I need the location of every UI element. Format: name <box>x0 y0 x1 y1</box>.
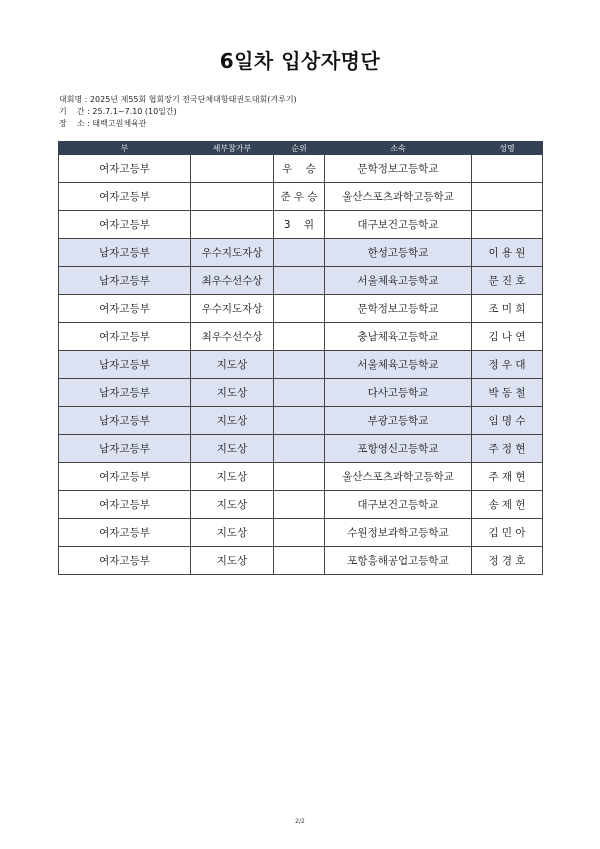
cell-category: 지도상 <box>191 491 274 519</box>
cell-division: 여자고등부 <box>59 183 191 211</box>
cell-school: 수원정보과학고등학교 <box>325 519 472 547</box>
table-row <box>59 155 543 183</box>
table-row <box>59 295 543 323</box>
cell-category <box>191 155 274 183</box>
event-period: 25.7.1~7.10 (10일간) <box>92 107 177 116</box>
cell-category: 최우수선수상 <box>191 323 274 351</box>
cell-name: 송 제 헌 <box>472 491 543 519</box>
cell-division: 남자고등부 <box>59 379 191 407</box>
cell-category: 우수지도자상 <box>191 239 274 267</box>
table-row <box>59 323 543 351</box>
table-header-row <box>59 142 543 155</box>
cell-category: 지도상 <box>191 463 274 491</box>
table-row <box>59 547 543 575</box>
cell-division: 여자고등부 <box>59 211 191 239</box>
cell-rank <box>274 379 325 407</box>
cell-division: 여자고등부 <box>59 547 191 575</box>
cell-school: 서울체육고등학교 <box>325 351 472 379</box>
header-school: 소속 <box>325 142 472 155</box>
cell-category: 지도상 <box>191 435 274 463</box>
cell-school: 대구보건고등학교 <box>325 491 472 519</box>
event-name-label: 대회명 : <box>59 95 90 104</box>
cell-division: 여자고등부 <box>59 519 191 547</box>
cell-division: 여자고등부 <box>59 155 191 183</box>
cell-category: 우수지도자상 <box>191 295 274 323</box>
table-row <box>59 211 543 239</box>
event-name: 2025년 제55회 협회장기 전국단체대항태권도대회(겨루기) <box>89 95 297 104</box>
cell-school: 충남체육고등학교 <box>325 323 472 351</box>
cell-name <box>472 155 543 183</box>
cell-name: 김 나 연 <box>472 323 543 351</box>
cell-category: 지도상 <box>191 519 274 547</box>
event-venue: 태백고원체육관 <box>92 119 147 128</box>
results-body <box>59 155 543 575</box>
cell-school: 문학정보고등학교 <box>325 295 472 323</box>
cell-division: 남자고등부 <box>59 267 191 295</box>
cell-rank <box>274 239 325 267</box>
cell-division: 남자고등부 <box>59 351 191 379</box>
table-row <box>59 491 543 519</box>
cell-category: 지도상 <box>191 379 274 407</box>
cell-school: 포항흥해공업고등학교 <box>325 547 472 575</box>
cell-division: 여자고등부 <box>59 491 191 519</box>
cell-rank <box>274 435 325 463</box>
event-name-row <box>59 94 297 106</box>
cell-division: 남자고등부 <box>59 239 191 267</box>
table-row <box>59 379 543 407</box>
cell-school: 서울체육고등학교 <box>325 267 472 295</box>
cell-name: 박 동 철 <box>472 379 543 407</box>
cell-school: 문학정보고등학교 <box>325 155 472 183</box>
cell-rank <box>274 463 325 491</box>
page-title: 6일차 입상자명단 <box>219 49 381 73</box>
cell-division: 여자고등부 <box>59 463 191 491</box>
cell-category: 지도상 <box>191 547 274 575</box>
header-rank: 순위 <box>274 142 325 155</box>
table-row <box>59 519 543 547</box>
cell-name: 정 경 호 <box>472 547 543 575</box>
header-name: 성명 <box>472 142 543 155</box>
cell-name <box>472 211 543 239</box>
cell-division: 남자고등부 <box>59 407 191 435</box>
cell-category: 지도상 <box>191 407 274 435</box>
cell-rank <box>274 547 325 575</box>
cell-name: 이 용 원 <box>472 239 543 267</box>
cell-rank <box>274 519 325 547</box>
cell-division: 남자고등부 <box>59 435 191 463</box>
cell-name: 정 우 대 <box>472 351 543 379</box>
header-category: 세부참가부 <box>191 142 274 155</box>
cell-school: 한성고등학교 <box>325 239 472 267</box>
cell-name: 김 민 아 <box>472 519 543 547</box>
cell-rank <box>274 491 325 519</box>
cell-division: 여자고등부 <box>59 295 191 323</box>
cell-name: 주 재 현 <box>472 463 543 491</box>
cell-name: 주 정 현 <box>472 435 543 463</box>
cell-rank <box>274 323 325 351</box>
cell-category: 지도상 <box>191 351 274 379</box>
table-row <box>59 183 543 211</box>
table-row <box>59 239 543 267</box>
table-row <box>59 407 543 435</box>
event-venue-row <box>59 118 297 130</box>
cell-name: 조 미 희 <box>472 295 543 323</box>
event-info <box>59 94 297 130</box>
header-division: 부 <box>59 142 191 155</box>
table-row <box>59 463 543 491</box>
cell-name: 문 진 호 <box>472 267 543 295</box>
cell-school: 다사고등학교 <box>325 379 472 407</box>
page-number: 2/2 <box>295 818 305 825</box>
event-period-label: 기 간 : <box>59 107 93 116</box>
cell-rank <box>274 267 325 295</box>
cell-school: 대구보건고등학교 <box>325 211 472 239</box>
event-venue-label: 장 소 : <box>59 119 93 128</box>
event-period-row <box>59 106 297 118</box>
cell-rank: 3 위 <box>274 211 325 239</box>
cell-school: 부광고등학교 <box>325 407 472 435</box>
cell-school: 울산스포츠과학고등학교 <box>325 183 472 211</box>
cell-school: 울산스포츠과학고등학교 <box>325 463 472 491</box>
cell-school: 포항영신고등학교 <box>325 435 472 463</box>
cell-division: 여자고등부 <box>59 323 191 351</box>
cell-name <box>472 183 543 211</box>
table-row <box>59 351 543 379</box>
cell-rank <box>274 351 325 379</box>
cell-category: 최우수선수상 <box>191 267 274 295</box>
cell-category <box>191 183 274 211</box>
cell-category <box>191 211 274 239</box>
table-row <box>59 267 543 295</box>
cell-name: 임 명 수 <box>472 407 543 435</box>
cell-rank: 우 승 <box>274 155 325 183</box>
cell-rank <box>274 295 325 323</box>
table-row <box>59 435 543 463</box>
results-table <box>58 141 543 575</box>
cell-rank <box>274 407 325 435</box>
cell-rank: 준 우 승 <box>274 183 325 211</box>
